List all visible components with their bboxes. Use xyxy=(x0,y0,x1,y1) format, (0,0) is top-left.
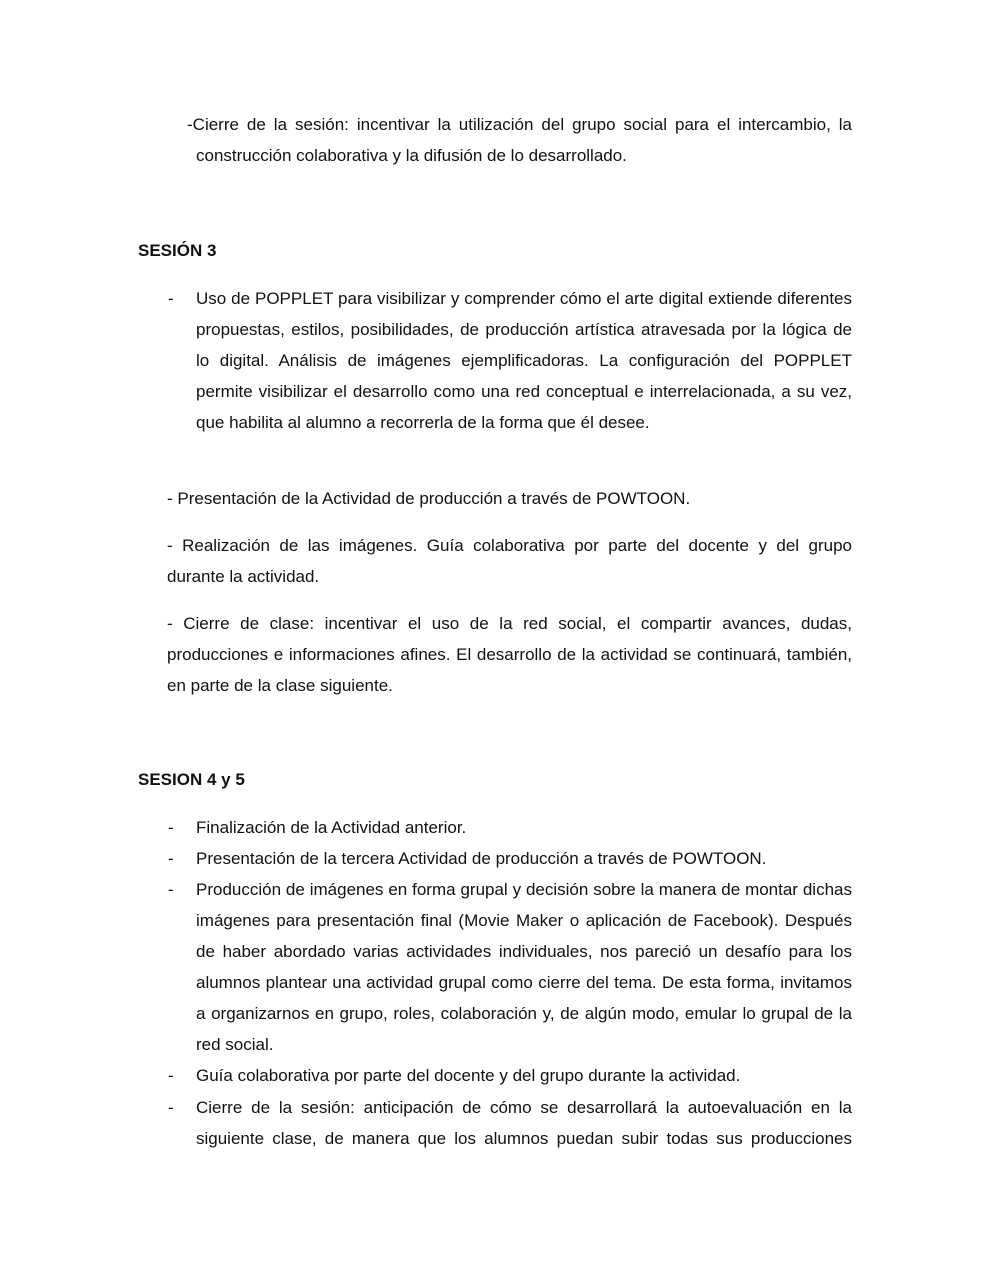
list-item xyxy=(168,812,852,843)
list-item-text: Cierre de la sesión: anticipación de cómo se desarrollará la autoevaluación en la siguiente clase, de manera que los alumnos puedan subir todas sus producciones xyxy=(196,1098,852,1148)
bullet-dash: - xyxy=(168,289,174,308)
list-item-text: Uso de POPPLET para visibilizar y comprender cómo el arte digital extiende diferentes propuestas, estilos, posibilidades, de producción artística atravesada por la lógica de lo digital. Análisis de imágenes ejemplificadoras. La configuración del POPPLET permite visibilizar el desarrollo como una red conceptual e interrelacionada, a su vez, que habilita al alumno a recorrerla de la forma que él desee. xyxy=(196,289,852,432)
session3-bullet-list xyxy=(168,283,852,438)
list-item-text: Presentación de la tercera Actividad de producción a través de POWTOON. xyxy=(196,849,767,868)
session45-heading: SESION 4 y 5 xyxy=(138,770,245,789)
list-item-text: Producción de imágenes en forma grupal y decisión sobre la manera de montar dichas imágenes para presentación final (Movie Maker o aplicación de Facebook). Después de haber abordado varias actividades individuales, nos pareció un desafío para los alumnos plantear una actividad grupal como cierre del tema. De esta forma, invitamos a organizarnos en grupo, roles, colaboración y, de algún modo, emular lo grupal de la red social. xyxy=(196,880,852,1054)
session3-paragraph: - Realización de las imágenes. Guía colaborativa por parte del docente y del grupo durante la actividad. xyxy=(167,536,852,586)
session3-paragraph: - Cierre de clase: incentivar el uso de la red social, el compartir avances, dudas, producciones e informaciones afines. El desarrollo de la actividad se continuará, también, en parte de la clase siguiente. xyxy=(167,614,852,695)
list-item xyxy=(168,1092,852,1154)
list-item xyxy=(168,1060,852,1091)
bullet-dash: - xyxy=(168,1098,174,1117)
session45-bullet-list xyxy=(168,812,852,1154)
bullet-dash: - xyxy=(168,1066,174,1085)
list-item-text: Finalización de la Actividad anterior. xyxy=(196,818,467,837)
list-item xyxy=(168,874,852,1060)
bullet-dash: - xyxy=(168,818,174,837)
bullet-dash: - xyxy=(168,880,174,899)
list-item xyxy=(168,843,852,874)
list-item-text: Guía colaborativa por parte del docente y del grupo durante la actividad. xyxy=(196,1066,741,1085)
session3-heading: SESIÓN 3 xyxy=(138,241,217,260)
session3-paragraph: - Presentación de la Actividad de producción a través de POWTOON. xyxy=(167,489,691,508)
list-item xyxy=(168,283,852,438)
intro-paragraph: -Cierre de la sesión: incentivar la utilización del grupo social para el intercambio, la construcción colaborativa y la difusión de lo desarrollado. xyxy=(187,115,852,165)
bullet-dash: - xyxy=(168,849,174,868)
